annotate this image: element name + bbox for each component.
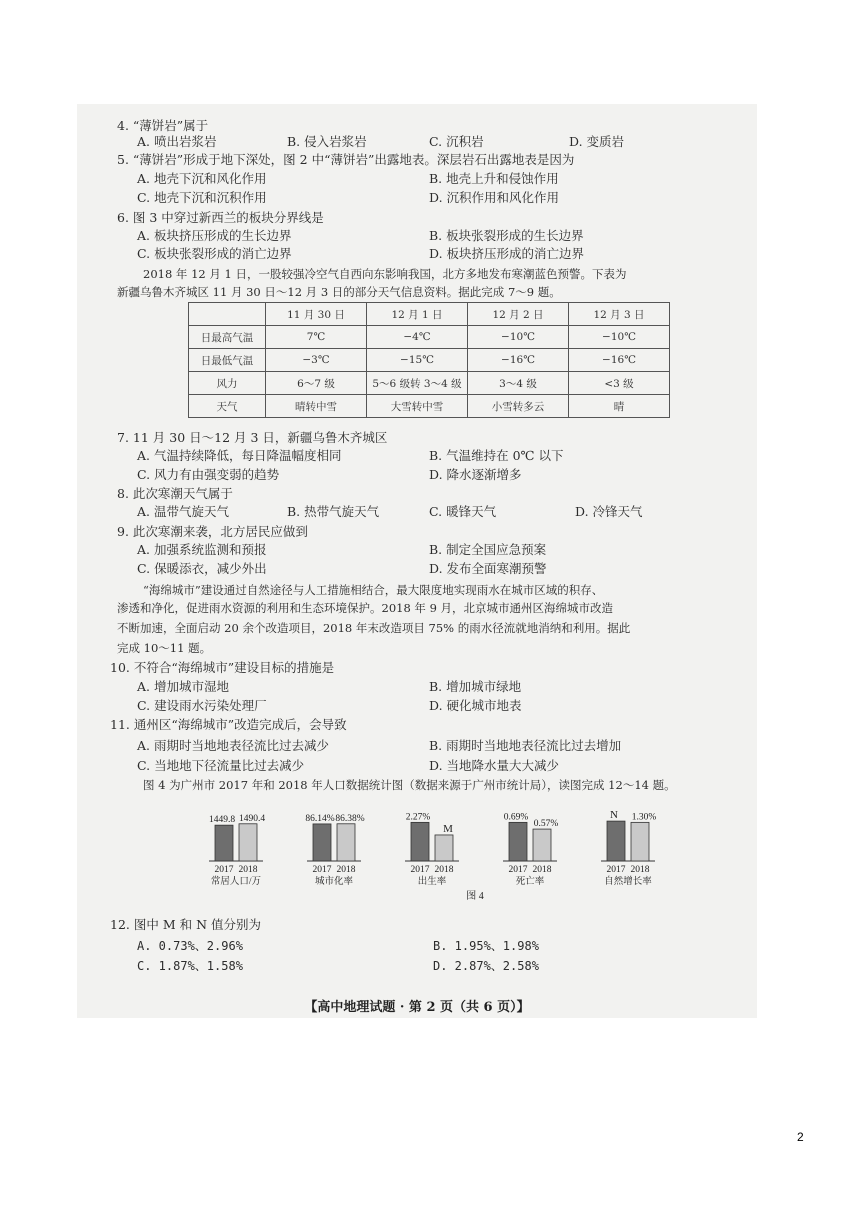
q12-option-a: A. 0.73%、2.96% xyxy=(137,939,243,953)
tick-label: 2017 xyxy=(606,865,626,875)
q10-option-c: C. 建设雨水污染处理厂 xyxy=(137,698,267,713)
q8-option-b: B. 热带气旋天气 xyxy=(287,504,380,519)
passage-2-line-3: 不断加速，全面启动 20 余个改造项目，2018 年末改造项目 75% 的雨水径流就地消纳和利用。据此 xyxy=(117,621,631,635)
q7-option-c: C. 风力有由强变弱的趋势 xyxy=(137,467,280,482)
table-cell: −16℃ xyxy=(468,349,569,372)
bar-2017 xyxy=(411,822,429,861)
group-label: 自然增长率 xyxy=(604,877,652,887)
table-cell: <3 级 xyxy=(569,372,670,395)
q4-option-b: B. 侵入岩浆岩 xyxy=(287,134,367,149)
question-10-stem: 10. 不符合“海绵城市”建设目标的措施是 xyxy=(110,660,335,675)
q9-option-c: C. 保暖添衣，减少外出 xyxy=(137,561,267,576)
q8-option-c: C. 暖锋天气 xyxy=(429,504,497,519)
data-label: 1490.4 xyxy=(238,813,266,824)
q6-option-c: C. 板块张裂形成的消亡边界 xyxy=(137,246,292,261)
question-12-stem: 12. 图中 M 和 N 值分别为 xyxy=(110,917,261,932)
question-6-stem: 6. 图 3 中穿过新西兰的板块分界线是 xyxy=(117,210,324,225)
table-header-cell: 11 月 30 日 xyxy=(266,303,367,326)
q6-option-b: B. 板块张裂形成的生长边界 xyxy=(429,228,584,243)
q8-option-a: A. 温带气旋天气 xyxy=(137,504,229,519)
q9-option-d: D. 发布全面寒潮预警 xyxy=(429,561,547,576)
bar-2017 xyxy=(313,824,331,861)
tick-label: 2018 xyxy=(434,865,454,875)
q6-option-a: A. 板块挤压形成的生长边界 xyxy=(137,228,292,243)
q5-option-c: C. 地壳下沉和沉积作用 xyxy=(137,190,267,205)
bar-2017 xyxy=(215,825,233,861)
row-label: 风力 xyxy=(189,372,266,395)
table-cell: 3～4 级 xyxy=(468,372,569,395)
q12-option-c: C. 1.87%、1.58% xyxy=(137,959,243,973)
tick-label: 2018 xyxy=(630,865,650,875)
q11-option-b: B. 雨期时当地地表径流比过去增加 xyxy=(429,738,622,753)
tick-label: 2018 xyxy=(238,865,258,875)
q8-option-d: D. 冷锋天气 xyxy=(575,504,643,519)
group-label: 城市化率 xyxy=(314,877,354,887)
passage-2-line-2: 渗透和净化，促进雨水资源的利用和生态环境保护。2018 年 9 月，北京城市通州区海绵城市改造 xyxy=(117,601,614,615)
group-label: 常居人口/万 xyxy=(210,877,262,887)
table-header-row xyxy=(189,303,670,326)
bar-2018 xyxy=(631,822,649,861)
q5-option-b: B. 地壳上升和侵蚀作用 xyxy=(429,171,559,186)
data-label: 1.30% xyxy=(631,812,657,823)
table-cell: 6～7 级 xyxy=(266,372,367,395)
q4-option-d: D. 变质岩 xyxy=(569,134,625,149)
page-footer: 【高中地理试题 · 第 2 页（共 6 页）】 xyxy=(304,1000,530,1015)
table-row xyxy=(189,326,670,349)
bar-2018 xyxy=(337,824,355,861)
q12-option-b: B. 1.95%、1.98% xyxy=(433,939,539,953)
q5-option-d: D. 沉积作用和风化作用 xyxy=(429,190,560,205)
bar-2018 xyxy=(239,824,257,861)
figure-4-intro: 图 4 为广州市 2017 年和 2018 年人口数据统计图（数据来源于广州市统计局），读图完成 12～14 题。 xyxy=(143,778,676,792)
q9-option-a: A. 加强系统监测和预报 xyxy=(137,542,267,557)
table-cell: −15℃ xyxy=(367,349,468,372)
question-9-stem: 9. 此次寒潮来袭，北方居民应做到 xyxy=(117,524,308,539)
table-header-cell: 12 月 1 日 xyxy=(367,303,468,326)
table-cell: 晴 xyxy=(569,395,670,418)
population-bar-chart xyxy=(195,799,755,909)
table-header-cell: 12 月 2 日 xyxy=(468,303,569,326)
data-label: 0.69% xyxy=(503,812,529,823)
table-row xyxy=(189,395,670,418)
tick-label: 2017 xyxy=(312,865,332,875)
data-label: N xyxy=(610,809,618,822)
page-number: 2 xyxy=(797,1130,804,1144)
q12-option-d: D. 2.87%、2.58% xyxy=(433,959,539,973)
table-cell: −10℃ xyxy=(468,326,569,349)
table-cell: 5～6 级转 3～4 级 xyxy=(367,372,468,395)
q11-option-c: C. 当地地下径流量比过去减少 xyxy=(137,758,305,773)
row-label: 日最低气温 xyxy=(189,349,266,372)
q7-option-a: A. 气温持续降低，每日降温幅度相同 xyxy=(137,448,342,463)
q10-option-d: D. 硬化城市地表 xyxy=(429,698,522,713)
figure-caption: 图 4 xyxy=(466,891,484,902)
q4-option-a: A. 喷出岩浆岩 xyxy=(137,134,217,149)
q11-option-a: A. 雨期时当地地表径流比过去减少 xyxy=(137,738,329,753)
table-cell: −4℃ xyxy=(367,326,468,349)
q11-option-d: D. 当地降水量大大减少 xyxy=(429,758,560,773)
table-cell: 晴转中雪 xyxy=(266,395,367,418)
data-label: 86.38% xyxy=(335,813,365,824)
bar-2017 xyxy=(509,822,527,861)
q10-option-a: A. 增加城市湿地 xyxy=(137,679,229,694)
tick-label: 2017 xyxy=(410,865,430,875)
table-cell: −3℃ xyxy=(266,349,367,372)
data-label: 0.57% xyxy=(533,819,559,830)
tick-label: 2017 xyxy=(508,865,528,875)
data-label: M xyxy=(443,822,453,835)
table-cell: −16℃ xyxy=(569,349,670,372)
question-7-stem: 7. 11 月 30 日～12 月 3 日，新疆乌鲁木齐城区 xyxy=(117,430,388,445)
q7-option-d: D. 降水逐渐增多 xyxy=(429,467,522,482)
bar-2018 xyxy=(435,835,453,861)
tick-label: 2018 xyxy=(336,865,356,875)
row-label: 日最高气温 xyxy=(189,326,266,349)
weather-table xyxy=(188,302,670,418)
group-label: 死亡率 xyxy=(515,877,545,887)
table-row xyxy=(189,349,670,372)
bar-2017 xyxy=(607,821,625,861)
table-cell: 小雪转多云 xyxy=(468,395,569,418)
table-cell: −10℃ xyxy=(569,326,670,349)
passage-1-line-1: 2018 年 12 月 1 日，一股较强冷空气自西向东影响我国，北方多地发布寒潮蓝色预警。下表为 xyxy=(143,267,627,281)
table-cell: 7℃ xyxy=(266,326,367,349)
scanned-exam-page xyxy=(77,104,757,1018)
passage-2-line-4: 完成 10～11 题。 xyxy=(117,641,212,655)
question-4-stem: 4. “薄饼岩”属于 xyxy=(117,118,209,133)
passage-2-line-1: “海绵城市”建设通过自然途径与人工措施相结合，最大限度地实现雨水在城市区域的积存、 xyxy=(143,583,604,597)
q10-option-b: B. 增加城市绿地 xyxy=(429,679,522,694)
question-11-stem: 11. 通州区“海绵城市”改造完成后，会导致 xyxy=(110,717,347,732)
question-5-stem: 5. “薄饼岩”形成于地下深处，图 2 中“薄饼岩”出露地表。深层岩石出露地表是因为 xyxy=(117,152,575,167)
data-label: 2.27% xyxy=(405,812,431,823)
question-8-stem: 8. 此次寒潮天气属于 xyxy=(117,486,233,501)
bar-2018 xyxy=(533,829,551,861)
passage-1-line-2: 新疆乌鲁木齐城区 11 月 30 日～12 月 3 日的部分天气信息资料。据此完成 7～9 题。 xyxy=(117,285,561,299)
table-header-cell: 12 月 3 日 xyxy=(569,303,670,326)
q5-option-a: A. 地壳下沉和风化作用 xyxy=(137,171,267,186)
q6-option-d: D. 板块挤压形成的消亡边界 xyxy=(429,246,585,261)
group-label: 出生率 xyxy=(417,877,447,887)
q4-option-c: C. 沉积岩 xyxy=(429,134,484,149)
q9-option-b: B. 制定全国应急预案 xyxy=(429,542,547,557)
q7-option-b: B. 气温维持在 0℃ 以下 xyxy=(429,448,564,463)
table-cell: 大雪转中雪 xyxy=(367,395,468,418)
table-row xyxy=(189,372,670,395)
table-cell xyxy=(189,303,266,326)
row-label: 天气 xyxy=(189,395,266,418)
tick-label: 2018 xyxy=(532,865,552,875)
data-label: 86.14% xyxy=(305,813,335,824)
tick-label: 2017 xyxy=(214,865,234,875)
data-label: 1449.8 xyxy=(208,815,236,826)
